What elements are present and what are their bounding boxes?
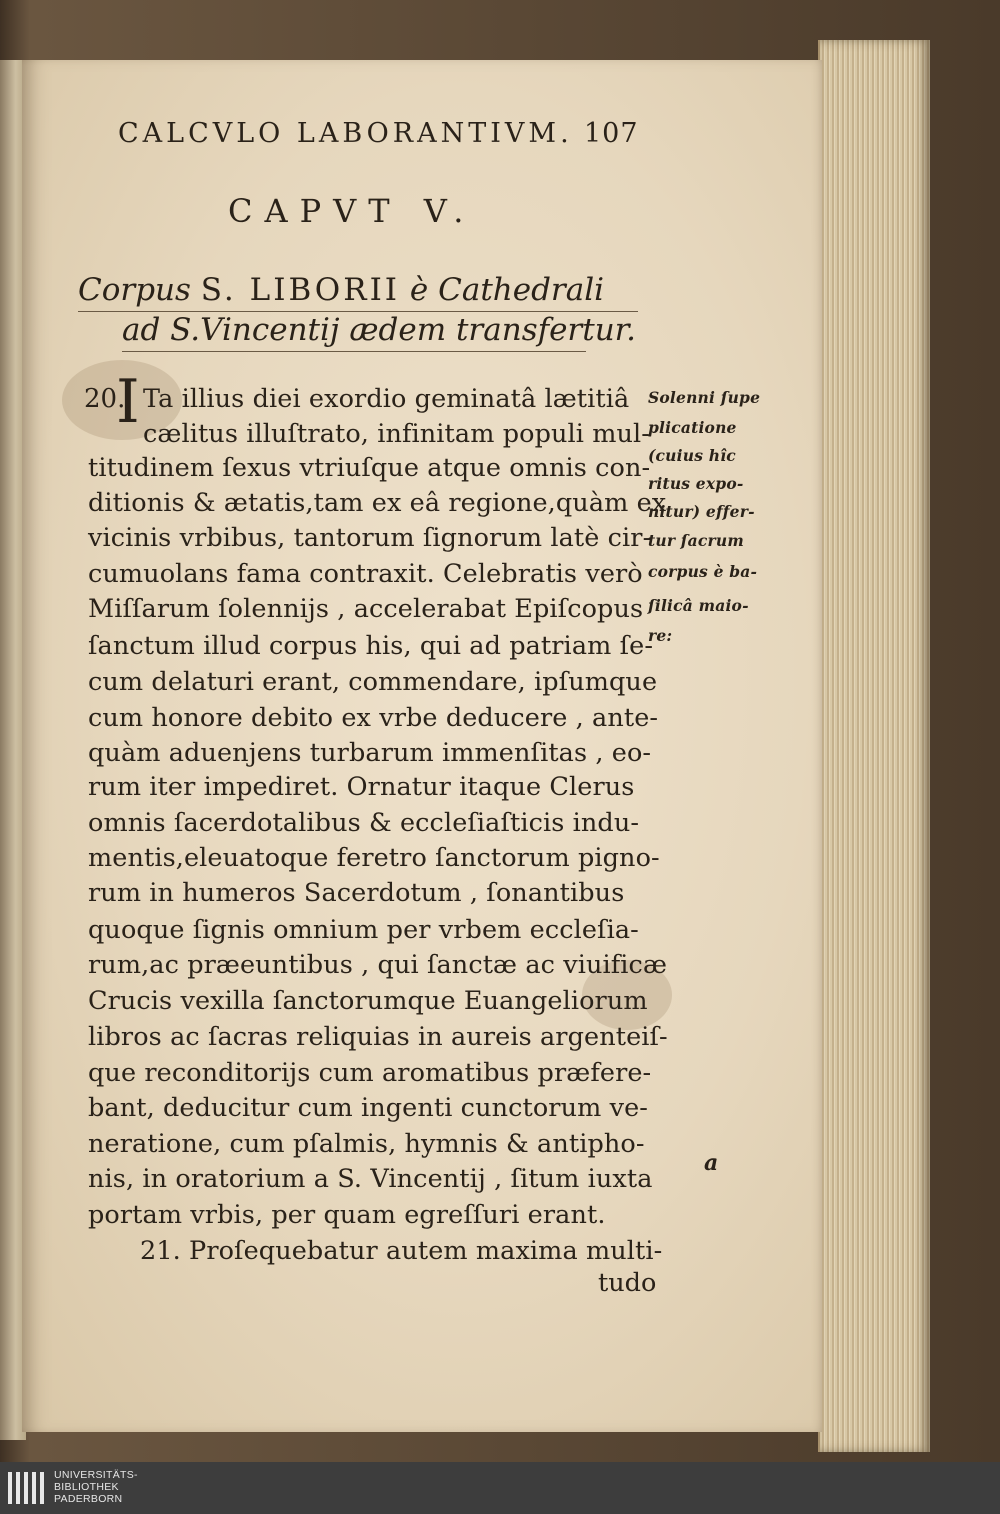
text-line: nis, in oratorium a S. Vincentij , ſitum iuxta [88,1164,653,1194]
marginal-note-line: (cuius hîc [648,446,736,465]
drop-capital: I [116,367,140,437]
title-underline [122,351,586,352]
text-line: cælitus illuſtrato, infinitam populi mul- [143,419,651,449]
page-fore-edge [818,40,930,1452]
text-line: mentis,eleuatoque feretro ſanctorum pigno- [88,843,660,873]
text-line: rum,ac præeuntibus , qui ſanctæ ac viuificæ [88,950,668,980]
text-line: Ta illius diei exordio geminatâ lætitiâ [143,384,630,414]
text-line: ditionis & ætatis,tam ex eâ regione,quàm ex [88,488,667,518]
text-line: quoque ſignis omnium per vrbem eccleſia- [88,915,639,945]
paragraph-21-line: 21. Proſequebatur autem maxima multi- [140,1236,663,1266]
text-line: que reconditorijs cum aromatibus præfere- [88,1058,652,1088]
page-number: 107 [584,118,639,149]
text-line: neratione, cum pſalmis, hymnis & antipho- [88,1129,645,1159]
library-name: UNIVERSITÄTS- BIBLIOTHEK PADERBORN [54,1469,138,1505]
catchword: tudo [598,1268,657,1298]
text-line: cum honore debito ex vrbe deducere , ante- [88,703,659,733]
text-line: rum in humeros Sacerdotum , ſonantibus [88,878,625,908]
text-line: bant, deducitur cum ingenti cunctorum ve- [88,1093,649,1123]
library-logo [8,1472,44,1504]
text-line: vicinis vrbibus, tantorum ſignorum latè cir- [88,523,652,553]
text-line: portam vrbis, per quam egreſſuri erant. [88,1200,606,1230]
marginal-note-line: ritus expo- [648,474,744,493]
marginal-note-line: tur ſacrum [648,531,744,550]
marginal-note-line: plicatione [648,418,737,437]
text-line: ſanctum illud corpus his, qui ad patriam ſe- [88,631,654,661]
text-line: quàm aduenjens turbarum immenſitas , eo- [88,738,652,768]
marginal-note-line: corpus è ba- [648,562,758,581]
text-line: omnis ſacerdotalibus & eccleſiaſticis indu- [88,808,640,838]
text-line: rum iter impediret. Ornatur itaque Clerus [88,772,635,802]
title-from: è Cathedrali [409,272,605,308]
text-line: Crucis vexilla ſanctorumque Euangeliorum [88,986,648,1016]
text-line: cum delaturi erant, commendare, ipſumque [88,667,658,697]
running-head-text: CALCVLO LABORANTIVM. [118,118,573,149]
running-head [118,118,638,149]
text-line: libros ac ſacras reliquias in aureis argenteiſ- [88,1022,668,1052]
text-line: cumuolans fama contraxit. Celebratis verò [88,559,643,589]
library-footer [0,1462,1000,1514]
marginal-note-line: re: [648,626,673,645]
chapter-title-line-2: ad S.Vincentij ædem transfertur. [122,312,636,348]
text-line: Miſſarum ſolennijs , accelerabat Epiſcopus [88,594,644,624]
paragraph-number-20: 20. [84,384,126,414]
chapter-title-line-1 [78,272,604,308]
title-word-corpus: Corpus [78,272,191,308]
text-line: titudinem ſexus vtriuſque atque omnis con- [88,453,651,483]
marginal-note-line: Solenni ſupe [648,388,761,407]
title-name: S. LIBORII [200,272,401,308]
marginal-note-line: nitur) effer- [648,502,755,521]
chapter-heading: CAPVT V. [228,192,476,230]
footnote-marker: a [704,1150,719,1176]
marginal-note-line: ſilicâ maio- [648,596,749,615]
